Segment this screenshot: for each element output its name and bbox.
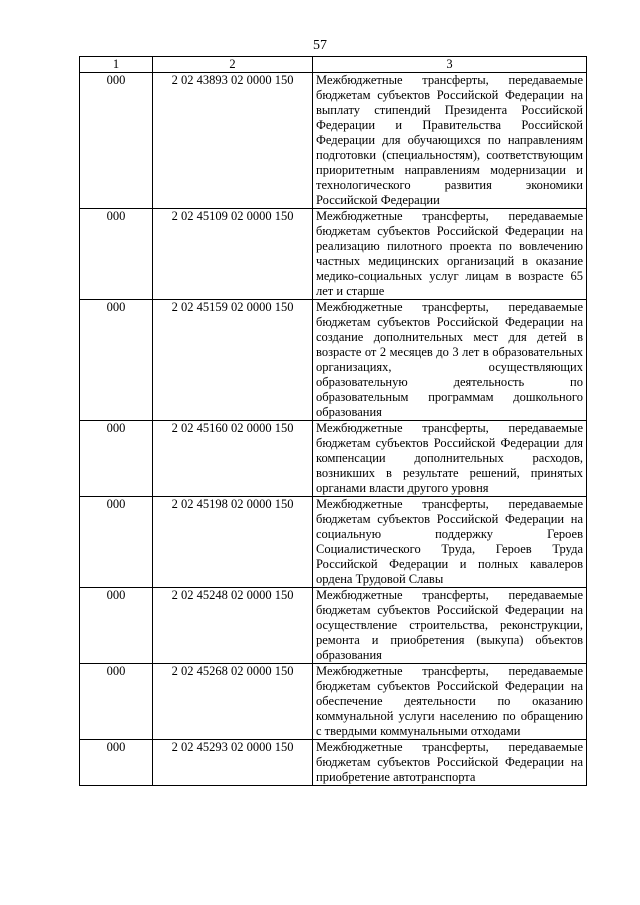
table-header-row (80, 57, 587, 73)
revenue-name-cell: Межбюджетные трансферты, передаваемые бюджетам субъектов Российской Федерации на осуществление строительства, реконструкции, ремонта и приобретения (выкупа) объектов образования (313, 588, 587, 664)
table-row (80, 740, 587, 786)
admin-code-cell: 000 (80, 300, 153, 421)
classification-code-cell: 2 02 43893 02 0000 150 (153, 73, 313, 209)
column-header-1: 1 (80, 57, 153, 73)
revenue-name-cell: Межбюджетные трансферты, передаваемые бюджетам субъектов Российской Федерации на выплату стипендий Президента Российской Федерации и Правительства Российской Федерации для обучающихся по направлениям подготовки (специальностям), соответствующим приоритетным направлениям модернизации и технологического развития экономики Российской Федерации (313, 73, 587, 209)
column-header-2: 2 (153, 57, 313, 73)
revenue-name-cell: Межбюджетные трансферты, передаваемые бюджетам субъектов Российской Федерации для компенсации дополнительных расходов, возникших в результате решений, принятых органами власти другого уровня (313, 421, 587, 497)
page-number: 57 (313, 38, 327, 53)
table-row (80, 421, 587, 497)
admin-code-cell: 000 (80, 73, 153, 209)
table-row (80, 497, 587, 588)
classification-code-cell: 2 02 45268 02 0000 150 (153, 664, 313, 740)
table-row (80, 209, 587, 300)
classification-code-cell: 2 02 45159 02 0000 150 (153, 300, 313, 421)
admin-code-cell: 000 (80, 209, 153, 300)
table-row (80, 588, 587, 664)
classification-code-cell: 2 02 45109 02 0000 150 (153, 209, 313, 300)
table-row (80, 73, 587, 209)
classification-code-cell: 2 02 45248 02 0000 150 (153, 588, 313, 664)
revenue-name-cell: Межбюджетные трансферты, передаваемые бюджетам субъектов Российской Федерации на социальную поддержку Героев Социалистического Труда, Героев Труда Российской Федерации и полных кавалеров ордена Трудовой Славы (313, 497, 587, 588)
budget-classification-table (79, 56, 587, 786)
revenue-name-cell: Межбюджетные трансферты, передаваемые бюджетам субъектов Российской Федерации на создание дополнительных мест для детей в возрасте от 2 месяцев до 3 лет в образовательных организациях, осуществляющих образовательную деятельность по образовательным программам дошкольного образования (313, 300, 587, 421)
revenue-name-cell: Межбюджетные трансферты, передаваемые бюджетам субъектов Российской Федерации на приобретение автотранспорта (313, 740, 587, 786)
table-row (80, 300, 587, 421)
classification-code-cell: 2 02 45198 02 0000 150 (153, 497, 313, 588)
classification-code-cell: 2 02 45160 02 0000 150 (153, 421, 313, 497)
admin-code-cell: 000 (80, 740, 153, 786)
revenue-name-cell: Межбюджетные трансферты, передаваемые бюджетам субъектов Российской Федерации на обеспечение деятельности по оказанию коммунальной услуги населению по обращению с твердыми коммунальными отходами (313, 664, 587, 740)
admin-code-cell: 000 (80, 588, 153, 664)
admin-code-cell: 000 (80, 421, 153, 497)
admin-code-cell: 000 (80, 664, 153, 740)
table-row (80, 664, 587, 740)
admin-code-cell: 000 (80, 497, 153, 588)
classification-code-cell: 2 02 45293 02 0000 150 (153, 740, 313, 786)
revenue-name-cell: Межбюджетные трансферты, передаваемые бюджетам субъектов Российской Федерации на реализацию пилотного проекта по вовлечению частных медицинских организаций в оказание медико-социальных услуг лицам в возрасте 65 лет и старше (313, 209, 587, 300)
column-header-3: 3 (313, 57, 587, 73)
